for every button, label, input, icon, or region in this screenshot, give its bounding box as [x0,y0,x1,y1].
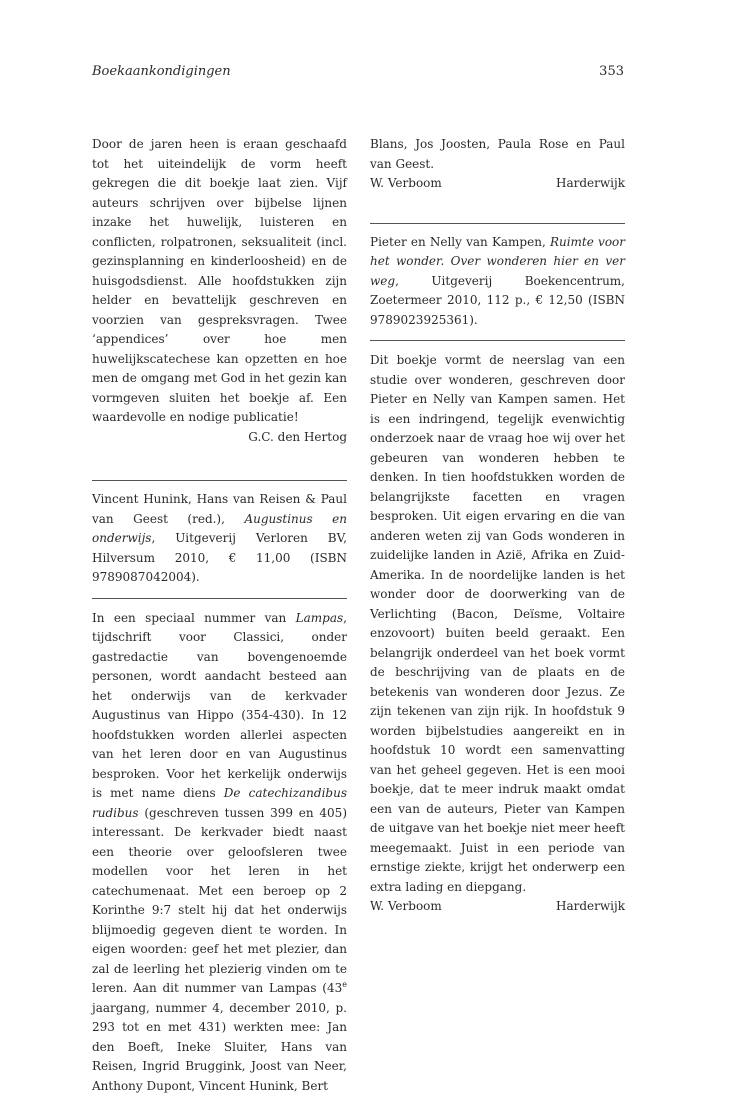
review2-paragraph-continued: Blans, Jos Joosten, Paula Rose en Paul van Geest. [370,135,625,174]
review2-journal-title: Lampas [296,611,344,625]
review2-reviewer: W. Verboom [370,174,442,194]
review2-citation-title: Augustinus en onderwijs [92,512,347,546]
review3-paragraph: Dit boekje vormt de neerslag van een studie over wonderen, geschreven door Pieter en Nelly van Kampen samen. Het is een indringend, tegelijk evenwichtig onderzoek naar de vraag hoe wij over het gebeuren van wonderen hebben te denken. In tien hoofdstukken worden de belangrijkste facetten en vragen besproken. Uit eigen ervaring en die van anderen weten zij van Gods wonderen in zuidelijke landen in Azië, Afrika en Zuid-Amerika. In de noordelijke landen is het wonder door de doorwerking van de Verlichting (Bacon, Deïsme, Voltaire enzovoort) buiten beeld geraakt. Een belangrijk onderdeel van het boek vormt de beschrijving van de plaats en de betekenis van wonderen door Jezus. Ze zijn tekenen van zijn rijk. In hoofdstuk 9 worden bijbelstudies aangereikt en in hoofdstuk 10 wordt een samenvatting van het geheel gegeven. Het is een mooi boekje, dat te meer indruk maakt omdat een van de auteurs, Pieter van Kampen de uitgave van het boekje niet meer heeft meegemaakt. Juist in een periode van ernstige ziekte, krijgt het onderwerp een extra lading en diepgang. [370,351,625,897]
left-column [92,135,347,1096]
review2-citation-rest: , Uitgeverij Verloren BV, Hilversum 2010, € 11,00 (ISBN 9789087042004). [92,531,347,584]
divider [92,480,347,481]
right-column [370,135,625,917]
review1-reviewer: G.C. den Hertog [92,428,347,448]
review2-signature [370,174,625,194]
review2-text: In een speciaal nummer van [92,611,296,625]
divider [92,598,347,599]
running-header-title: Boekaankondigingen [92,64,231,79]
review2-citation-authors: Vincent Hunink, Hans van Reisen & Paul van Geest (red.), [92,492,347,526]
review2-paragraph [92,609,347,1096]
review2-work-title: De catechizandibus rudibus [92,786,347,820]
review2-citation [92,490,347,588]
review2-text: jaargang, nummer 4, december 2010, p. 293 tot en met 431) werkten mee: Jan den Boeft, Ineke Sluiter, Hans van Reisen, Ingrid Bruggink, Joost van Neer, Anthony Dupont, Vincent Hunink, Bert [92,1001,347,1093]
review1-paragraph: Door de jaren heen is eraan geschaafd tot het uiteindelijk de vorm heeft gekregen die dit boekje laat zien. Vijf auteurs schrijven over bijbelse lijnen inzake het huwelijk, luisteren en conflicten, rolpatronen, seksualiteit (incl. gezinsplanning en kinderloosheid) en de huisgodsdienst. Alle hoofdstukken zijn helder en bevattelijk geschreven en voorzien van gespreksvragen. Twee ‘appendices’ over hoe men huwelijkscatechese kan opzetten en hoe men de omgang met God in het gezin kan vormgeven sluiten het boekje af. Een waardevolle en nodige publicatie! [92,135,347,428]
review3-place: Harderwijk [556,897,625,917]
review3-signature [370,897,625,917]
divider [370,223,625,224]
review3-citation [370,233,625,331]
review2-superscript: e [342,980,347,989]
review2-place: Harderwijk [556,174,625,194]
review2-text: (geschreven tussen 399 en 405) interessant. De kerkvader biedt naast een theorie over geloofsleren twee modellen voor het leren in het catechumenaat. Met een beroep op 2 Korinthe 9:7 stelt hij dat het onderwijs blijmoedig gegeven dient te worden. In eigen woorden: geef het met plezier, dan zal de leerling het plezierig vinden om te leren. Aan dit nummer van Lampas (43 [92,806,347,996]
review3-citation-rest: , Uitgeverij Boekencentrum, Zoetermeer 2010, 112 p., € 12,50 (ISBN 9789023925361). [370,274,625,327]
review3-citation-title: Ruimte voor het wonder. Over wonderen hier en ver weg [370,235,625,288]
review2-text: , tijdschrift voor Classici, onder gastredactie van bovengenoemde personen, wordt aandacht besteed aan het onderwijs van de kerkvader Augustinus van Hippo (354-430). In 12 hoofdstukken worden allerlei aspecten van het leren door en van Augustinus besproken. Voor het kerkelijk onderwijs is met name diens [92,611,347,801]
page-number: 353 [592,64,624,79]
divider [370,340,625,341]
review3-citation-authors: Pieter en Nelly van Kampen, [370,235,550,249]
review3-reviewer: W. Verboom [370,897,442,917]
